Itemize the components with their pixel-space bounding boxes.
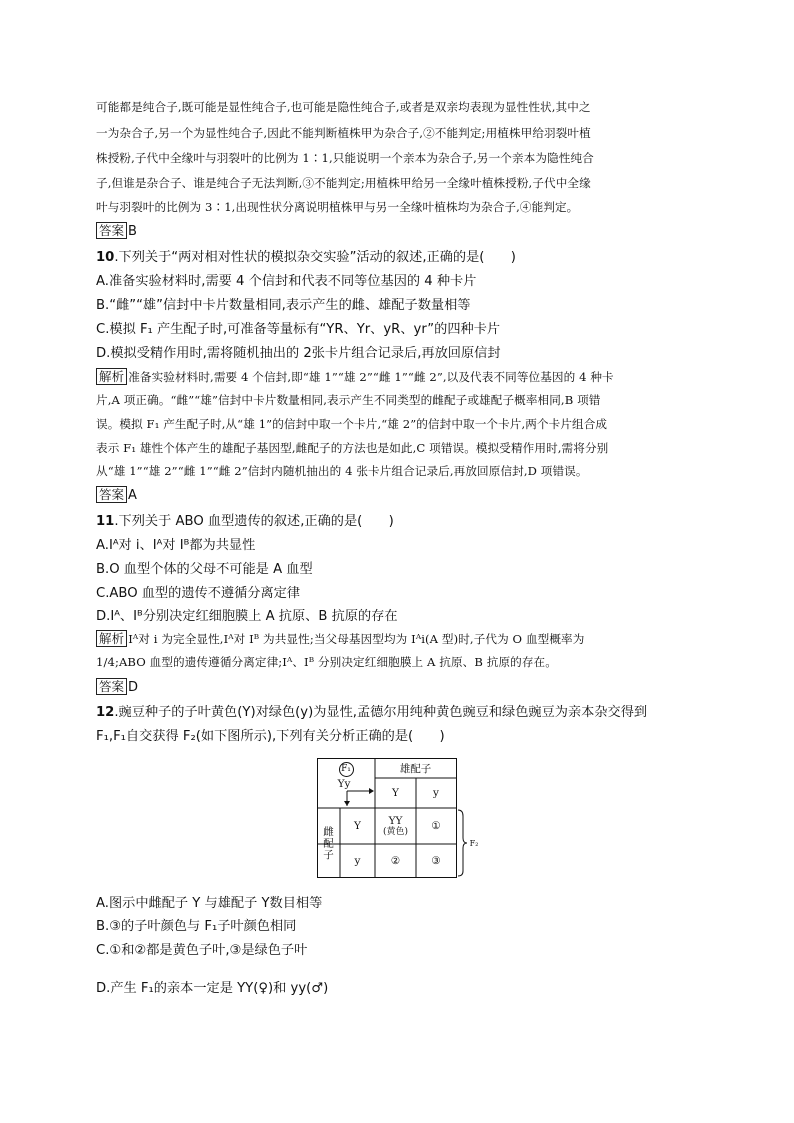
answer-value: B <box>128 224 137 239</box>
analysis-line: 可能都是纯合子,既可能是显性纯合子,也可能是隐性纯合子,或者是双亲均表现为显性性状,其中之 <box>96 100 591 114</box>
question-number: 11 <box>96 514 115 529</box>
option-a: A.准备实验材料时,需要 4 个信封和代表不同等位基因的 4 种卡片 <box>96 274 477 289</box>
female-gamete-y-lower: y <box>354 855 361 867</box>
analysis-line: 片,A 项正确。“雌”“雄”信封中卡片数量相同,表示产生不同类型的雌配子或雄配子概率相同,B 项错 <box>96 393 601 407</box>
option-d: D.Iᴬ、Iᴮ分别决定红细胞膜上 A 抗原、B 抗原的存在 <box>96 609 398 624</box>
analysis-text: 准备实验材料时,需要 4 个信封,即“雄 1”“雄 2”“雌 1”“雌 2”,以及代表不同等位基因的 4 种卡 <box>128 370 614 384</box>
option-c: C.①和②都是黄色子叶,③是绿色子叶 <box>96 943 308 958</box>
answer-tag: 答案 <box>96 486 127 503</box>
male-gamete-header: 雄配子 <box>399 763 432 775</box>
analysis-line <box>96 368 614 385</box>
f1-label <box>335 761 357 777</box>
option-c: C.模拟 F₁ 产生配子时,可准备等量标有“YR、Yr、yR、yr”的四种卡片 <box>96 322 501 337</box>
cell-yy-genotype: YY <box>388 815 403 827</box>
answer-line <box>96 222 137 239</box>
genotype-label: Yy <box>337 778 351 790</box>
cell-1: ① <box>431 820 441 832</box>
f2-label: F₂ <box>469 838 479 848</box>
male-gamete-y-upper: Y <box>392 787 399 799</box>
question-text: F₁,F₁自交获得 F₂(如下图所示),下列有关分析正确的是( ) <box>96 729 445 744</box>
question-text: .豌豆种子的子叶黄色(Y)对绿色(y)为显性,孟德尔用纯种黄色豌豆和绿色豌豆为亲本杂交得到 <box>114 705 648 720</box>
analysis-tag: 解析 <box>96 368 127 385</box>
analysis-text: Iᴬ对 i 为完全显性,Iᴬ对 Iᴮ 为共显性;当父母基因型均为 Iᴬi(A 型)时,子代为 O 血型概率为 <box>128 632 585 646</box>
answer-value: D <box>128 680 139 695</box>
question-10-stem <box>96 246 516 265</box>
cell-yy <box>375 810 416 844</box>
answer-line <box>96 486 137 503</box>
analysis-line <box>96 630 584 647</box>
option-a: A.Iᴬ对 i、Iᴬ对 Iᴮ都为共显性 <box>96 538 256 553</box>
cell-yy-note: (黄色) <box>382 827 409 837</box>
analysis-line: 子,但谁是杂合子、谁是纯合子无法判断,③不能判定;用植株甲给另一全缘叶植株授粉,子代中全缘 <box>96 176 591 190</box>
analysis-line: 1/4;ABO 血型的遗传遵循分离定律;Iᴬ、Iᴮ 分别决定红细胞膜上 A 抗原、B 抗原的存在。 <box>96 655 557 669</box>
female-gamete-header: 雌配子 <box>322 825 334 861</box>
question-number: 12 <box>96 705 115 720</box>
question-text: .下列关于“两对相对性状的模拟杂交实验”活动的叙述,正确的是( ) <box>114 250 516 265</box>
f1-circle: F₁ <box>339 762 354 777</box>
option-d: D.模拟受精作用时,需将随机抽出的 2张卡片组合记录后,再放回原信封 <box>96 346 501 361</box>
male-gamete-y-lower: y <box>433 787 439 799</box>
analysis-line: 株授粉,子代中全缘叶与羽裂叶的比例为 1∶1,只能说明一个亲本为杂合子,另一个亲本为隐性纯合 <box>96 151 594 165</box>
analysis-line: 一为杂合子,另一个为显性纯合子,因此不能判断植株甲为杂合子,②不能判定;用植株甲给羽裂叶植 <box>96 126 591 140</box>
analysis-line: 叶与羽裂叶的比例为 3∶1,出现性状分离说明植株甲与另一全缘叶植株均为杂合子,④能判定。 <box>96 200 579 214</box>
question-12-stem <box>96 701 647 720</box>
cell-2: ② <box>390 855 401 867</box>
option-d: D.产生 F₁的亲本一定是 YY(♀)和 yy(♂) <box>96 981 329 996</box>
question-number: 10 <box>96 250 115 265</box>
option-c: C.ABO 血型的遗传不遵循分离定律 <box>96 586 301 601</box>
option-b: B.O 血型个体的父母不可能是 A 血型 <box>96 562 313 577</box>
female-gamete-y-upper: Y <box>354 820 361 832</box>
analysis-line: 误。模拟 F₁ 产生配子时,从“雄 1”的信封中取一个卡片,“雄 2”的信封中取一个卡片,两个卡片组合成 <box>96 417 608 431</box>
answer-tag: 答案 <box>96 678 127 695</box>
analysis-line: 表示 F₁ 雄性个体产生的雄配子基因型,雌配子的方法也是如此,C 项错误。模拟受精作用时,需将分别 <box>96 441 609 455</box>
cell-3: ③ <box>431 855 441 867</box>
answer-tag: 答案 <box>96 222 127 239</box>
analysis-line: 从“雄 1”“雄 2”“雌 1”“雌 2”信封内随机抽出的 4 张卡片组合记录后,再放回原信封,D 项错误。 <box>96 464 588 478</box>
answer-line <box>96 678 138 695</box>
punnett-square-figure <box>317 758 479 878</box>
answer-value: A <box>128 488 137 503</box>
option-b: B.③的子叶颜色与 F₁子叶颜色相同 <box>96 919 297 934</box>
question-text: .下列关于 ABO 血型遗传的叙述,正确的是( ) <box>114 514 394 529</box>
question-11-stem <box>96 510 394 529</box>
analysis-tag: 解析 <box>96 630 127 647</box>
option-b: B.“雌”“雄”信封中卡片数量相同,表示产生的雌、雄配子数量相等 <box>96 298 471 313</box>
option-a: A.图示中雌配子 Y 与雄配子 Y数目相等 <box>96 896 323 911</box>
